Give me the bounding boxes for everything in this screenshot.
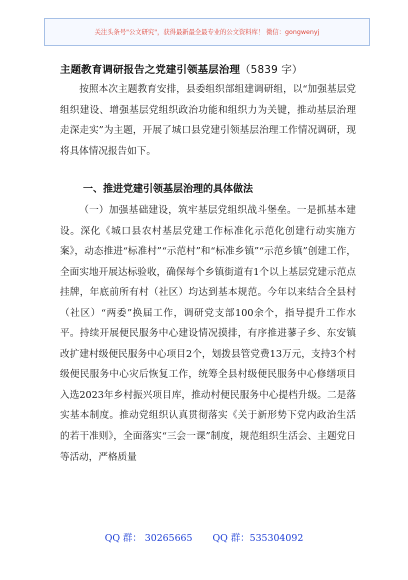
footer-qq-group-2: QQ 群：535304092	[212, 533, 304, 544]
footer-contacts	[0, 530, 408, 544]
word-count: （5839 字）	[240, 64, 303, 76]
footer-qq-group-1: QQ 群： 30265665	[104, 533, 193, 544]
section-heading: 一、推进党建引领基层治理的具体做法	[83, 184, 253, 195]
header-banner: 关注头条号"公文研究"，获得最新最全最专业的公文资料库！ 微信：gongwenyj	[44, 18, 370, 46]
section-paragraph: （一）加强基础建设，筑牢基层党组织战斗堡垒。一是抓基本建设。深化《城口县农村基层党建工作标准化示范化创建行动实施方案》，动态推进“标准村”“示范村”和“标准乡镇”“示范乡镇”创建工作，全面实地开展达标验收，确保每个乡镇街道有1个以上基层党建示范点挂牌，年底前所有村（社区）均达到基本规范。今年以来结合全县村（社区）“两委”换届工作，调研党支部100余个，指导提升工作水平。持续开展便民服务中心建设情况摸排，有序推进蓼子乡、东安镇改扩建村级便民服务中心项目2个，划拨县管党费13万元，支持3个村级便民服务中心灾后恢复工作，统筹全县村级便民服务中心修缮项目入选2023年乡村振兴项目库，推动村便民服务中心提档升级。二是落实基本制度。推动党组织认真贯彻落实《关于新形势下党内政治生活的若干准则》，全面落实“三会一课”制度，规范组织生活会、主题党日等活动，严格质量	[60, 205, 356, 463]
intro-paragraph: 按照本次主题教育安排，县委组织部组建调研组，以“加强基层党组织建设、增强基层党组织政治功能和组织力为关键，推动基层治理走深走实”为主题，开展了城口县党建引领基层治理工作情况调研，现将具体情况报告如下。	[60, 84, 356, 157]
title-text: 主题教育调研报告之党建引领基层治理	[60, 64, 241, 76]
document-title	[60, 61, 303, 76]
